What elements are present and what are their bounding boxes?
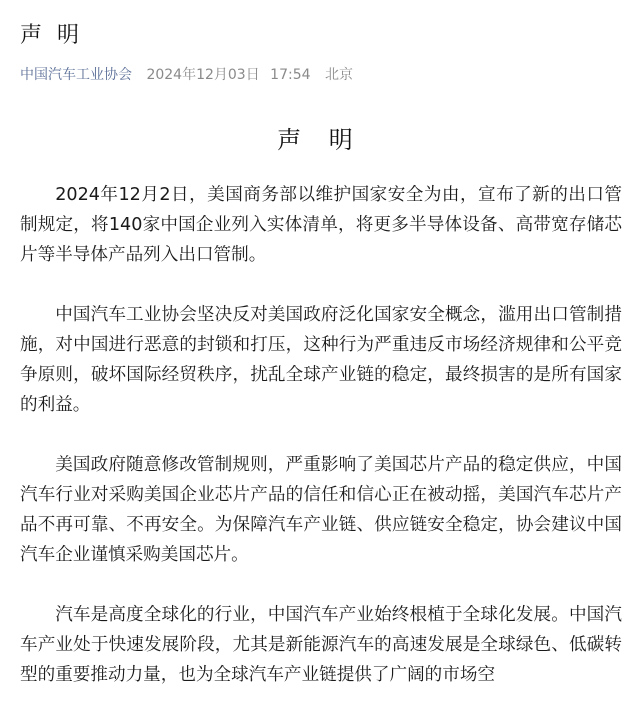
- publish-time: 17:54: [270, 67, 311, 83]
- article-meta: [20, 64, 353, 86]
- paragraph: 美国政府随意修改管制规则，严重影响了美国芯片产品的稳定供应，中国汽车行业对采购美国企业芯片产品的信任和信心正在被动摇，美国汽车芯片产品不再可靠、不再安全。为保障汽车产业链、供应链安全稳定，协会建议中国汽车企业谨慎采购美国芯片。: [20, 455, 622, 565]
- article-title: 声 明: [20, 23, 83, 48]
- publish-date: 2024年12月03日: [146, 67, 260, 83]
- statement-heading: 声 明: [277, 126, 363, 154]
- statement-body: [20, 180, 622, 720]
- publish-location: 北京: [324, 67, 353, 83]
- source-account-link[interactable]: 中国汽车工业协会: [20, 67, 132, 83]
- paragraph: 汽车是高度全球化的行业，中国汽车产业始终根植于全球化发展。中国汽车产业处于快速发展阶段，尤其是新能源汽车的高速发展是全球绿色、低碳转型的重要推动力量，也为全球汽车产业链提供了广阔的市场空: [20, 605, 622, 685]
- paragraph: 2024年12月2日，美国商务部以维护国家安全为由，宣布了新的出口管制规定，将140家中国企业列入实体清单，将更多半导体设备、高带宽存储芯片等半导体产品列入出口管制。: [20, 185, 622, 265]
- paragraph: 中国汽车工业协会坚决反对美国政府泛化国家安全概念，滥用出口管制措施，对中国进行恶意的封锁和打压，这种行为严重违反市场经济规律和公平竞争原则，破坏国际经贸秩序，扰乱全球产业链的稳定，最终损害的是所有国家的利益。: [20, 305, 622, 415]
